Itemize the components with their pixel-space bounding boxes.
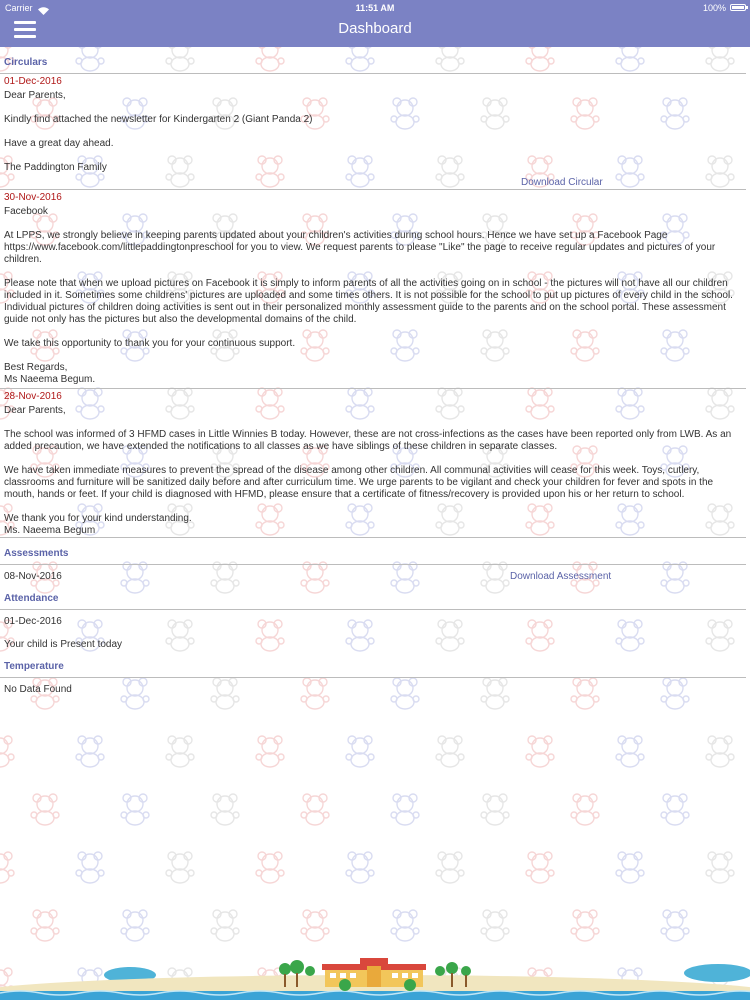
circular-text: Ms Naeema Begum. [4,374,96,385]
circular-text: We have taken immediate measures to prevent the spread of the disease among other children. All communal activities will cease for this week. Toys, cutlery, classrooms and furniture will be sanitized daily before and after curriculum time. We urge parents to be vigilant and check your children for fever and spots in the mouth, hands or feet. If your child is diagnosed with HFMD, please ensure that a certificate of fitness/recovery is provided upon his or her return to school. [4,465,714,500]
app-header [0,0,750,47]
teddy-bear-icon [610,849,650,885]
teddy-bear-icon [340,733,380,769]
circular-text: Best Regards, [4,362,68,373]
teddy-bear-icon [385,907,425,943]
teddy-bear-icon [160,849,200,885]
circular-text: We take this opportunity to thank you for your continuous support. [4,338,296,349]
teddy-bear-icon [295,907,335,943]
teddy-bear-icon [115,791,155,827]
teddy-bear-icon [430,733,470,769]
temperature-section-title: Temperature [0,651,746,678]
circular-item [0,389,746,538]
dashboard-content [0,47,750,696]
teddy-bear-icon [25,791,65,827]
battery-icon [730,4,746,11]
assessment-row [0,565,750,583]
teddy-bear-icon [250,849,290,885]
teddy-bear-icon [205,791,245,827]
teddy-bear-icon [295,791,335,827]
attendance-date: 01-Dec-2016 [4,616,62,627]
download-circular-link[interactable]: Download Circular [521,177,603,188]
teddy-bear-icon [160,733,200,769]
circular-text: Dear Parents, [4,405,66,416]
teddy-bear-icon [250,733,290,769]
teddy-bear-icon [475,791,515,827]
teddy-bear-icon [475,907,515,943]
circular-text: The school was informed of 3 HFMD cases in Little Winnies B today. However, these are not cross-infections as the cases have been reported only from LWB. As an added precaution, we have extended the notifications to all classes as we have siblings of these children in separate classes. [4,429,732,452]
circular-text: Ms. Naeema Begum [4,525,96,536]
assessment-date: 08-Nov-2016 [4,571,62,582]
circular-text: At LPPS, we strongly believe in keeping parents updated about your children's activities during school hours. Hence we have set up a Facebook Page https://www.facebook.com/littlepaddingtonpreschool for you to view. We request parents to please "Like" the page to receive regular updates and pictures of your children. [4,230,716,265]
teddy-bear-icon [700,733,740,769]
school-beach-illustration [0,955,750,1000]
circulars-section-title: Circulars [0,47,746,74]
circular-item [0,74,746,190]
teddy-bear-icon [385,791,425,827]
teddy-bear-icon [340,849,380,885]
circular-text: Dear Parents, [4,90,66,101]
teddy-bear-icon [0,849,20,885]
circular-item [0,190,746,389]
attendance-section-title: Attendance [0,583,746,610]
circular-date: 28-Nov-2016 [4,391,62,402]
carrier-label: Carrier [5,3,33,13]
attendance-status: Your child is Present today [4,639,123,650]
teddy-bear-icon [655,791,695,827]
teddy-bear-icon [430,849,470,885]
circular-text: Kindly find attached the newsletter for Kindergarten 2 (Giant Panda 2) [4,114,313,125]
circular-date: 01-Dec-2016 [4,76,62,87]
circular-text: We thank you for your kind understanding. [4,513,192,524]
teddy-bear-icon [205,907,245,943]
teddy-bear-icon [565,907,605,943]
footer-illustration [0,955,750,1000]
status-bar [0,0,750,16]
teddy-bear-icon [565,791,605,827]
teddy-bear-icon [610,733,650,769]
download-row [4,174,742,189]
assessments-section-title: Assessments [0,538,746,565]
teddy-bear-icon [745,907,750,943]
teddy-bear-icon [520,849,560,885]
page-title: Dashboard [338,20,412,37]
teddy-bear-icon [700,849,740,885]
teddy-bear-icon [70,849,110,885]
circular-date: 30-Nov-2016 [4,192,62,203]
temperature-status: No Data Found [4,684,72,695]
teddy-bear-icon [520,733,560,769]
teddy-bear-icon [0,733,20,769]
circular-text: Please note that when we upload pictures on Facebook it is simply to inform parents of all the activities going on in school - the pictures will not have all our children included in it. Sometimes some childrens' pictures are uploaded and some times others. It is not possible for the school to put up pictures of every child in the school. Individual pictures of children doing activities is sent out in their personalized monthly assessment guide to the parents and on the school portal. These assessment guide not only has the pictures but also the developmental domains of the child. [4,278,733,325]
circular-text: Have a great day ahead. [4,138,114,149]
teddy-bear-icon [655,907,695,943]
status-time: 11:51 AM [355,3,395,13]
teddy-bear-icon [115,907,155,943]
teddy-bear-icon [70,733,110,769]
battery-percent: 100% [702,3,726,13]
teddy-bear-icon [25,907,65,943]
circular-text: The Paddington Family [4,162,107,173]
circular-text: Facebook [4,206,48,217]
teddy-bear-icon [745,791,750,827]
download-assessment-link[interactable]: Download Assessment [510,571,612,582]
